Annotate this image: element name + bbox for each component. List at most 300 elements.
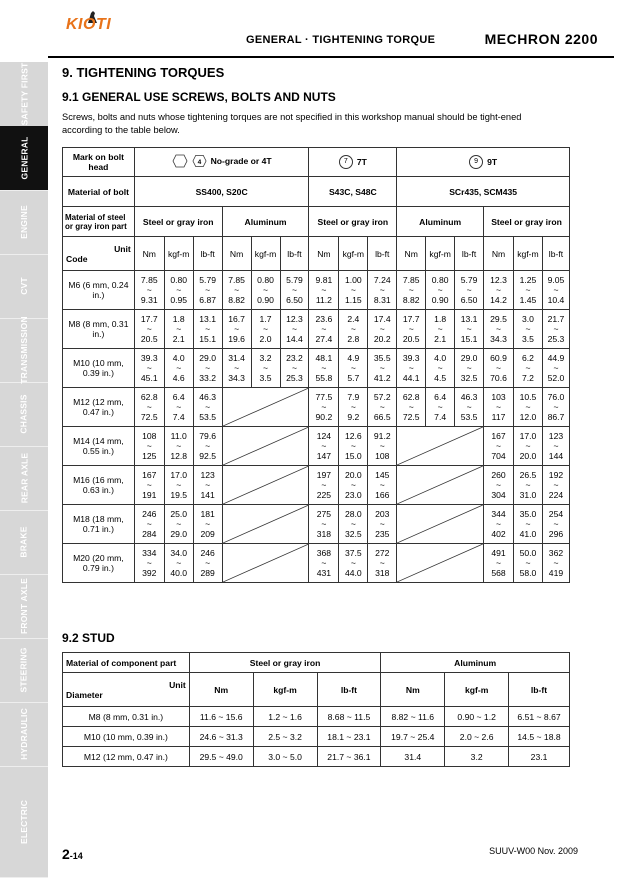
range-tilde: ~ [496, 324, 502, 334]
torque-range-cell [514, 544, 543, 583]
grade-number-badge: 7 [339, 155, 353, 169]
range-min: 6.4 [172, 392, 185, 402]
range-tilde: ~ [205, 324, 211, 334]
sidebar-tab-label: ELECTRIC [18, 799, 29, 844]
range-min: 7.9 [347, 392, 360, 402]
range-max: 66.5 [373, 412, 391, 422]
torque-value: 11.6 ~ 15.6 [189, 707, 253, 727]
range-max: 2.1 [172, 334, 185, 344]
range-max: 27.4 [315, 334, 333, 344]
unit-header: Nm [484, 237, 514, 271]
range-min: 17.7 [402, 314, 420, 324]
sidebar-tab-electric[interactable] [0, 766, 48, 878]
not-applicable-cell [222, 466, 309, 505]
range-tilde: ~ [525, 363, 531, 373]
range-max: 318 [375, 568, 390, 578]
range-max: 15.1 [460, 334, 478, 344]
unit-header: kgf-m [445, 673, 509, 707]
unit-header: kgf-m [164, 237, 193, 271]
torque-value: 6.51 ~ 8.67 [509, 707, 570, 727]
range-tilde: ~ [553, 558, 559, 568]
torque-range-cell [426, 388, 455, 427]
range-max: 41.0 [519, 529, 537, 539]
sidebar-tab-label: ENGINE [18, 205, 29, 239]
range-min: 192 [548, 470, 564, 480]
range-tilde: ~ [496, 558, 502, 568]
row-label-material: Material of bolt [63, 177, 135, 207]
range-max: 304 [491, 490, 506, 500]
range-max: 33.2 [199, 373, 217, 383]
range-min: 368 [316, 548, 332, 558]
grade-mark-4 [134, 148, 309, 177]
range-min: 181 [200, 509, 215, 519]
diagonal-strike [223, 427, 309, 465]
range-min: 35.5 [373, 353, 391, 363]
bolt-material: SS400, S20C [134, 177, 309, 207]
sidebar-tab-label: CVT [18, 277, 29, 295]
range-min: 76.0 [547, 392, 565, 402]
range-max: 32.5 [460, 373, 478, 383]
unit-header: lb-ft [280, 237, 309, 271]
torque-range-cell [134, 505, 164, 544]
torque-value: 23.1 [509, 747, 570, 767]
torque-range-cell [484, 388, 514, 427]
range-min: 21.7 [547, 314, 565, 324]
torque-value: 2.0 ~ 2.6 [445, 727, 509, 747]
torque-value: 3.2 [445, 747, 509, 767]
range-min: 246 [142, 509, 157, 519]
header-rule [48, 56, 614, 58]
torque-range-cell [514, 466, 543, 505]
range-min: 62.8 [140, 392, 158, 402]
range-min: 7.85 [402, 275, 420, 285]
range-min: 20.0 [344, 470, 362, 480]
range-min: 272 [375, 548, 390, 558]
range-min: 12.6 [344, 431, 362, 441]
range-min: 124 [316, 431, 332, 441]
torque-range-cell [251, 310, 280, 349]
range-min: 17.4 [373, 314, 391, 324]
range-tilde: ~ [525, 558, 531, 568]
not-applicable-cell [222, 505, 309, 544]
range-min: 46.3 [199, 392, 217, 402]
sidebar-tab-transmission[interactable] [0, 318, 48, 383]
torque-value: 2.5 ~ 3.2 [253, 727, 317, 747]
range-min: 7.85 [228, 275, 245, 285]
stud-torque-table [62, 652, 570, 767]
range-min: 246 [200, 548, 215, 558]
torque-value: 14.5 ~ 18.8 [509, 727, 570, 747]
range-max: 117 [491, 412, 506, 422]
page-number: 2-14 [62, 846, 83, 862]
sidebar-tab-label: GENERAL [19, 136, 29, 180]
table-row [63, 505, 570, 544]
range-max: 125 [142, 451, 157, 461]
range-tilde: ~ [205, 285, 211, 295]
diagonal-strike [223, 544, 309, 582]
sidebar-tab-cvt[interactable] [0, 254, 48, 319]
range-min: 203 [375, 509, 390, 519]
torque-range-cell [309, 544, 339, 583]
torque-range-cell [339, 427, 368, 466]
sidebar-tab-label: HYDRAULIC [19, 708, 30, 760]
range-tilde: ~ [437, 363, 443, 373]
torque-range-cell [339, 388, 368, 427]
not-applicable-cell [222, 388, 309, 427]
torque-range-cell [222, 310, 251, 349]
part-material: Steel or gray iron [134, 207, 222, 237]
range-tilde: ~ [321, 363, 327, 373]
range-tilde: ~ [525, 285, 531, 295]
range-min: 167 [142, 470, 157, 480]
unit-header: lb-ft [317, 673, 381, 707]
range-tilde: ~ [379, 402, 385, 412]
range-min: 44.9 [547, 353, 565, 363]
bolt-torque-table [62, 147, 570, 583]
torque-range-cell [455, 388, 484, 427]
range-min: 60.9 [490, 353, 507, 363]
diagonal-strike [397, 544, 483, 582]
stud-diameter: M12 (12 mm, 0.47 in.) [63, 747, 190, 767]
table-row [63, 388, 570, 427]
torque-range-cell [164, 544, 193, 583]
torque-range-cell [280, 271, 309, 310]
range-min: 9.81 [315, 275, 333, 285]
range-tilde: ~ [437, 324, 443, 334]
sidebar-tab-label: CHASSIS [19, 394, 29, 434]
range-tilde: ~ [176, 480, 182, 490]
part-material: Aluminum [222, 207, 309, 237]
sidebar-tab-steering[interactable] [0, 638, 48, 703]
torque-range-cell [309, 505, 339, 544]
torque-range-cell [164, 466, 193, 505]
unit-header: lb-ft [542, 237, 569, 271]
torque-value: 31.4 [381, 747, 445, 767]
unit-header: Nm [309, 237, 339, 271]
range-max: 0.90 [431, 295, 449, 305]
table-row [63, 747, 570, 767]
range-min: 10.5 [519, 392, 537, 402]
range-tilde: ~ [146, 324, 152, 334]
range-min: 12.3 [286, 314, 303, 324]
unit-header: kgf-m [514, 237, 543, 271]
table-row [63, 707, 570, 727]
range-tilde: ~ [553, 480, 559, 490]
range-min: 1.8 [172, 314, 185, 324]
diagonal-strike [223, 466, 309, 504]
torque-range-cell [134, 388, 164, 427]
torque-range-cell [309, 310, 339, 349]
range-tilde: ~ [379, 519, 385, 529]
torque-range-cell [514, 505, 543, 544]
torque-range-cell [134, 427, 164, 466]
row-label-component-material: Material of component part [63, 653, 190, 673]
range-tilde: ~ [321, 558, 327, 568]
torque-range-cell [309, 349, 339, 388]
range-tilde: ~ [146, 480, 152, 490]
header-model: MECHRON 2200 [484, 31, 598, 47]
range-min: 6.2 [521, 353, 534, 363]
range-max: 3.5 [521, 334, 534, 344]
sidebar-tab-label: STEERING [19, 647, 29, 693]
range-tilde: ~ [176, 558, 182, 568]
stud-diameter: M8 (8 mm, 0.31 in.) [63, 707, 190, 727]
range-min: 11.0 [170, 431, 187, 441]
sidebar-tab-brake[interactable] [0, 510, 48, 575]
range-max: 9.2 [347, 412, 360, 422]
range-tilde: ~ [350, 441, 356, 451]
range-tilde: ~ [525, 402, 531, 412]
diameter-label: Diameter [66, 689, 103, 700]
range-max: 6.50 [286, 295, 303, 305]
range-tilde: ~ [379, 441, 385, 451]
range-min: 260 [491, 470, 506, 480]
unit-header: Nm [134, 237, 164, 271]
range-min: 79.6 [199, 431, 217, 441]
range-tilde: ~ [553, 402, 559, 412]
range-tilde: ~ [321, 324, 327, 334]
range-tilde: ~ [408, 363, 414, 373]
range-min: 29.5 [490, 314, 507, 324]
range-tilde: ~ [553, 441, 559, 451]
range-min: 254 [548, 509, 564, 519]
range-max: 225 [316, 490, 332, 500]
torque-range-cell [164, 310, 193, 349]
range-tilde: ~ [553, 324, 559, 334]
range-max: 10.4 [547, 295, 565, 305]
torque-range-cell [397, 388, 426, 427]
torque-range-cell [339, 310, 368, 349]
bolt-code: M14 (14 mm, 0.55 in.) [63, 427, 135, 466]
range-min: 23.2 [286, 353, 303, 363]
range-tilde: ~ [350, 519, 356, 529]
range-min: 2.4 [347, 314, 360, 324]
range-tilde: ~ [321, 519, 327, 529]
torque-range-cell [484, 544, 514, 583]
range-tilde: ~ [205, 441, 211, 451]
range-max: 147 [316, 451, 332, 461]
range-max: 44.0 [344, 568, 362, 578]
torque-value: 19.7 ~ 25.4 [381, 727, 445, 747]
range-tilde: ~ [291, 285, 297, 295]
subsection-title-stud: 9.2 STUD [62, 631, 115, 645]
range-max: 90.2 [315, 412, 333, 422]
range-max: 191 [142, 490, 157, 500]
range-min: 334 [142, 548, 157, 558]
table-row [63, 310, 570, 349]
range-min: 29.0 [199, 353, 217, 363]
torque-range-cell [368, 310, 397, 349]
range-tilde: ~ [263, 324, 269, 334]
range-tilde: ~ [496, 519, 502, 529]
torque-range-cell [309, 271, 339, 310]
torque-range-cell [455, 310, 484, 349]
range-tilde: ~ [234, 324, 240, 334]
range-max: 0.95 [170, 295, 188, 305]
torque-range-cell [309, 388, 339, 427]
range-min: 1.8 [434, 314, 447, 324]
torque-value: 3.0 ~ 5.0 [253, 747, 317, 767]
range-tilde: ~ [408, 402, 414, 412]
range-tilde: ~ [408, 285, 414, 295]
table-row [63, 349, 570, 388]
range-tilde: ~ [525, 441, 531, 451]
torque-range-cell [251, 349, 280, 388]
range-max: 704 [491, 451, 506, 461]
range-max: 12.0 [519, 412, 537, 422]
range-tilde: ~ [146, 519, 152, 529]
unit-header: kgf-m [339, 237, 368, 271]
range-tilde: ~ [205, 363, 211, 373]
sidebar-tab-general[interactable] [0, 126, 48, 191]
range-tilde: ~ [350, 324, 356, 334]
range-min: 4.0 [172, 353, 185, 363]
torque-range-cell [339, 271, 368, 310]
range-min: 0.80 [431, 275, 449, 285]
torque-range-cell [397, 271, 426, 310]
range-min: 6.4 [434, 392, 447, 402]
range-tilde: ~ [176, 441, 182, 451]
torque-range-cell [339, 349, 368, 388]
range-min: 1.00 [344, 275, 362, 285]
range-tilde: ~ [466, 363, 472, 373]
range-max: 7.4 [434, 412, 447, 422]
svg-text:4: 4 [197, 158, 201, 166]
part-material: Steel or gray iron [309, 207, 397, 237]
range-max: 52.0 [547, 373, 565, 383]
range-min: 7.24 [373, 275, 391, 285]
range-max: 12.8 [170, 451, 188, 461]
range-min: 13.1 [460, 314, 478, 324]
range-min: 16.7 [228, 314, 245, 324]
range-tilde: ~ [176, 402, 182, 412]
range-tilde: ~ [379, 558, 385, 568]
range-min: 4.9 [347, 353, 360, 363]
torque-range-cell [193, 544, 222, 583]
sidebar-tab-rear-axle[interactable] [0, 446, 48, 511]
range-max: 70.6 [490, 373, 507, 383]
hex-bolt-head-icon [172, 154, 188, 168]
range-max: 8.31 [373, 295, 391, 305]
sidebar-tab-chassis[interactable] [0, 382, 48, 447]
range-tilde: ~ [321, 441, 327, 451]
range-min: 25.0 [170, 509, 188, 519]
range-tilde: ~ [466, 285, 472, 295]
torque-range-cell [309, 466, 339, 505]
range-min: 7.85 [140, 275, 158, 285]
torque-range-cell [484, 271, 514, 310]
range-min: 3.0 [521, 314, 534, 324]
range-tilde: ~ [496, 363, 502, 373]
bolt-code: M16 (16 mm, 0.63 in.) [63, 466, 135, 505]
sidebar-tab-label: SAFETY FIRST [19, 62, 30, 126]
torque-range-cell [193, 388, 222, 427]
torque-range-cell [134, 544, 164, 583]
torque-range-cell [484, 349, 514, 388]
range-tilde: ~ [553, 285, 559, 295]
range-max: 6.50 [460, 295, 478, 305]
range-tilde: ~ [321, 402, 327, 412]
range-tilde: ~ [496, 285, 502, 295]
torque-range-cell [455, 271, 484, 310]
torque-range-cell [193, 505, 222, 544]
range-tilde: ~ [176, 519, 182, 529]
range-min: 39.3 [402, 353, 420, 363]
bolt-code: M8 (8 mm, 0.31 in.) [63, 310, 135, 349]
torque-range-cell [193, 310, 222, 349]
range-max: 44.1 [402, 373, 420, 383]
range-min: 12.3 [490, 275, 507, 285]
range-max: 108 [375, 451, 390, 461]
range-tilde: ~ [146, 402, 152, 412]
part-material: Steel or gray iron [484, 207, 570, 237]
sidebar-tab-hydraulic[interactable] [0, 702, 48, 767]
range-max: 14.4 [286, 334, 303, 344]
range-min: 28.0 [344, 509, 362, 519]
range-min: 0.80 [170, 275, 188, 285]
document-code: SUUV-W00 Nov. 2009 [489, 846, 578, 856]
range-min: 62.8 [402, 392, 420, 402]
sidebar-tab-label: REAR AXLE [19, 452, 30, 504]
torque-range-cell [542, 466, 569, 505]
torque-value: 0.90 ~ 1.2 [445, 707, 509, 727]
sidebar-tab-safety-first[interactable] [0, 62, 48, 127]
range-tilde: ~ [437, 285, 443, 295]
torque-range-cell [368, 349, 397, 388]
code-label: Code [66, 253, 88, 264]
torque-range-cell [368, 466, 397, 505]
sidebar-tab-engine[interactable] [0, 190, 48, 255]
torque-range-cell [514, 271, 543, 310]
row-label-part: Material of steel or gray iron part [63, 207, 135, 237]
range-max: 166 [375, 490, 390, 500]
torque-value: 21.7 ~ 36.1 [317, 747, 381, 767]
row-label-mark: Mark on bolt head [63, 148, 135, 177]
range-min: 46.3 [460, 392, 478, 402]
torque-range-cell [484, 466, 514, 505]
range-tilde: ~ [176, 363, 182, 373]
sidebar-tab-front-axle[interactable] [0, 574, 48, 639]
bolt-code: M6 (6 mm, 0.24 in.) [63, 271, 135, 310]
range-min: 17.7 [140, 314, 158, 324]
range-min: 34.0 [170, 548, 188, 558]
torque-range-cell [514, 388, 543, 427]
range-tilde: ~ [350, 402, 356, 412]
torque-range-cell [397, 349, 426, 388]
range-min: 26.5 [519, 470, 537, 480]
table-row [63, 271, 570, 310]
not-applicable-cell [397, 505, 484, 544]
range-min: 5.79 [460, 275, 478, 285]
range-max: 224 [548, 490, 564, 500]
range-max: 32.5 [344, 529, 362, 539]
grade-number-badge: 9 [469, 155, 483, 169]
range-tilde: ~ [496, 480, 502, 490]
range-tilde: ~ [176, 324, 182, 334]
torque-range-cell [368, 427, 397, 466]
unit-label: Unit [114, 243, 131, 254]
range-max: 25.3 [286, 373, 303, 383]
hex-grade-icon [192, 154, 207, 168]
bolt-code: M18 (18 mm, 0.71 in.) [63, 505, 135, 544]
torque-range-cell [368, 505, 397, 544]
torque-range-cell [368, 271, 397, 310]
range-tilde: ~ [234, 285, 240, 295]
range-max: 14.2 [490, 295, 507, 305]
torque-range-cell [542, 349, 569, 388]
range-min: 108 [142, 431, 157, 441]
range-tilde: ~ [379, 285, 385, 295]
